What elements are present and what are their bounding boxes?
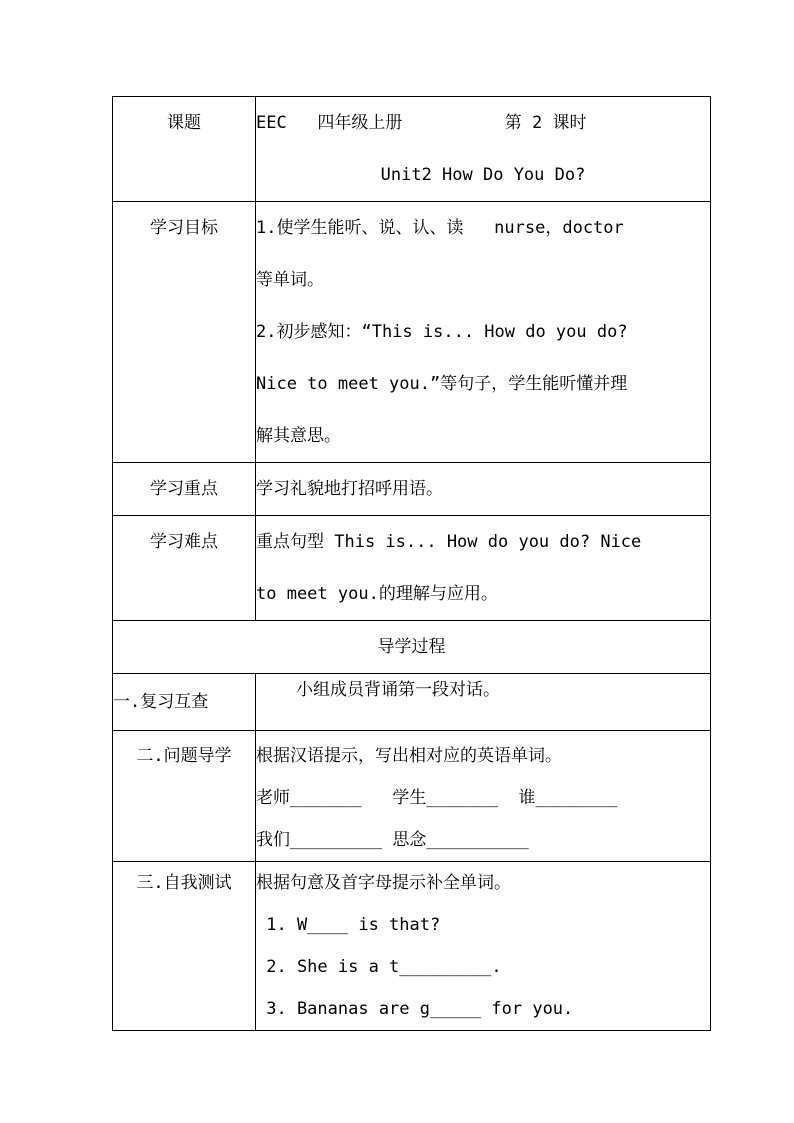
row-guided [113, 731, 711, 862]
value-self-test [256, 862, 711, 1031]
label-key-points [113, 463, 256, 516]
guided-line: 根据汉语提示，写出相对应的英语单词。 [256, 746, 562, 766]
label-difficulties [113, 516, 256, 621]
value-title [256, 97, 711, 202]
row-goals [113, 202, 711, 463]
row-title [113, 97, 711, 202]
label-guided [113, 731, 256, 862]
self-test-line: 根据句意及首字母提示补全单词。 [256, 873, 511, 893]
row-review [113, 674, 711, 731]
process-header-text: 导学过程 [377, 637, 446, 657]
label-review-text: 一.复习互查 [113, 692, 209, 712]
difficulties-line: to meet you.的理解与应用。 [256, 584, 498, 604]
value-key-points [256, 463, 711, 516]
title-line-1: EEC 四年级上册 第 2 课时 [256, 113, 587, 133]
label-title [113, 97, 256, 202]
label-self-test-text: 三.自我测试 [136, 873, 232, 893]
guided-line: 我们_________ 思念__________ [256, 830, 529, 850]
goals-line: 等单词。 [256, 270, 324, 290]
guided-line: 老师_______ 学生_______ 谁________ [256, 788, 618, 808]
row-difficulties [113, 516, 711, 621]
difficulties-line: 重点句型 This is... How do you do? Nice [256, 532, 642, 552]
goals-line: 1.使学生能听、说、认、读 nurse，doctor [256, 218, 624, 238]
value-goals [256, 202, 711, 463]
label-review [113, 674, 256, 731]
review-text: 小组成员背诵第一段对话。 [296, 680, 500, 700]
row-self-test [113, 862, 711, 1031]
self-test-line: 2. She is a t_________. [256, 957, 502, 977]
goals-line: Nice to meet you.”等句子，学生能听懂并理 [256, 374, 628, 394]
label-title-text: 课题 [167, 113, 201, 133]
self-test-line: 3. Bananas are g_____ for you. [256, 999, 574, 1019]
unit-title: Unit2 How Do You Do? [380, 165, 586, 185]
row-process [113, 621, 711, 674]
row-key-points [113, 463, 711, 516]
label-goals [113, 202, 256, 463]
value-guided [256, 731, 711, 862]
value-review [256, 674, 711, 731]
lesson-plan-table [112, 96, 711, 1031]
label-guided-text: 二.问题导学 [136, 746, 232, 766]
label-goals-text: 学习目标 [150, 218, 218, 238]
self-test-line: 1. W____ is that? [256, 915, 441, 935]
label-key-points-text: 学习重点 [150, 479, 218, 499]
value-difficulties [256, 516, 711, 621]
label-difficulties-text: 学习难点 [150, 532, 218, 552]
goals-line: 2.初步感知：“This is... How do you do? [256, 322, 628, 342]
goals-line: 解其意思。 [256, 426, 341, 446]
key-points-text: 学习礼貌地打招呼用语。 [256, 479, 443, 499]
process-header [113, 621, 711, 674]
label-self-test [113, 862, 256, 1031]
